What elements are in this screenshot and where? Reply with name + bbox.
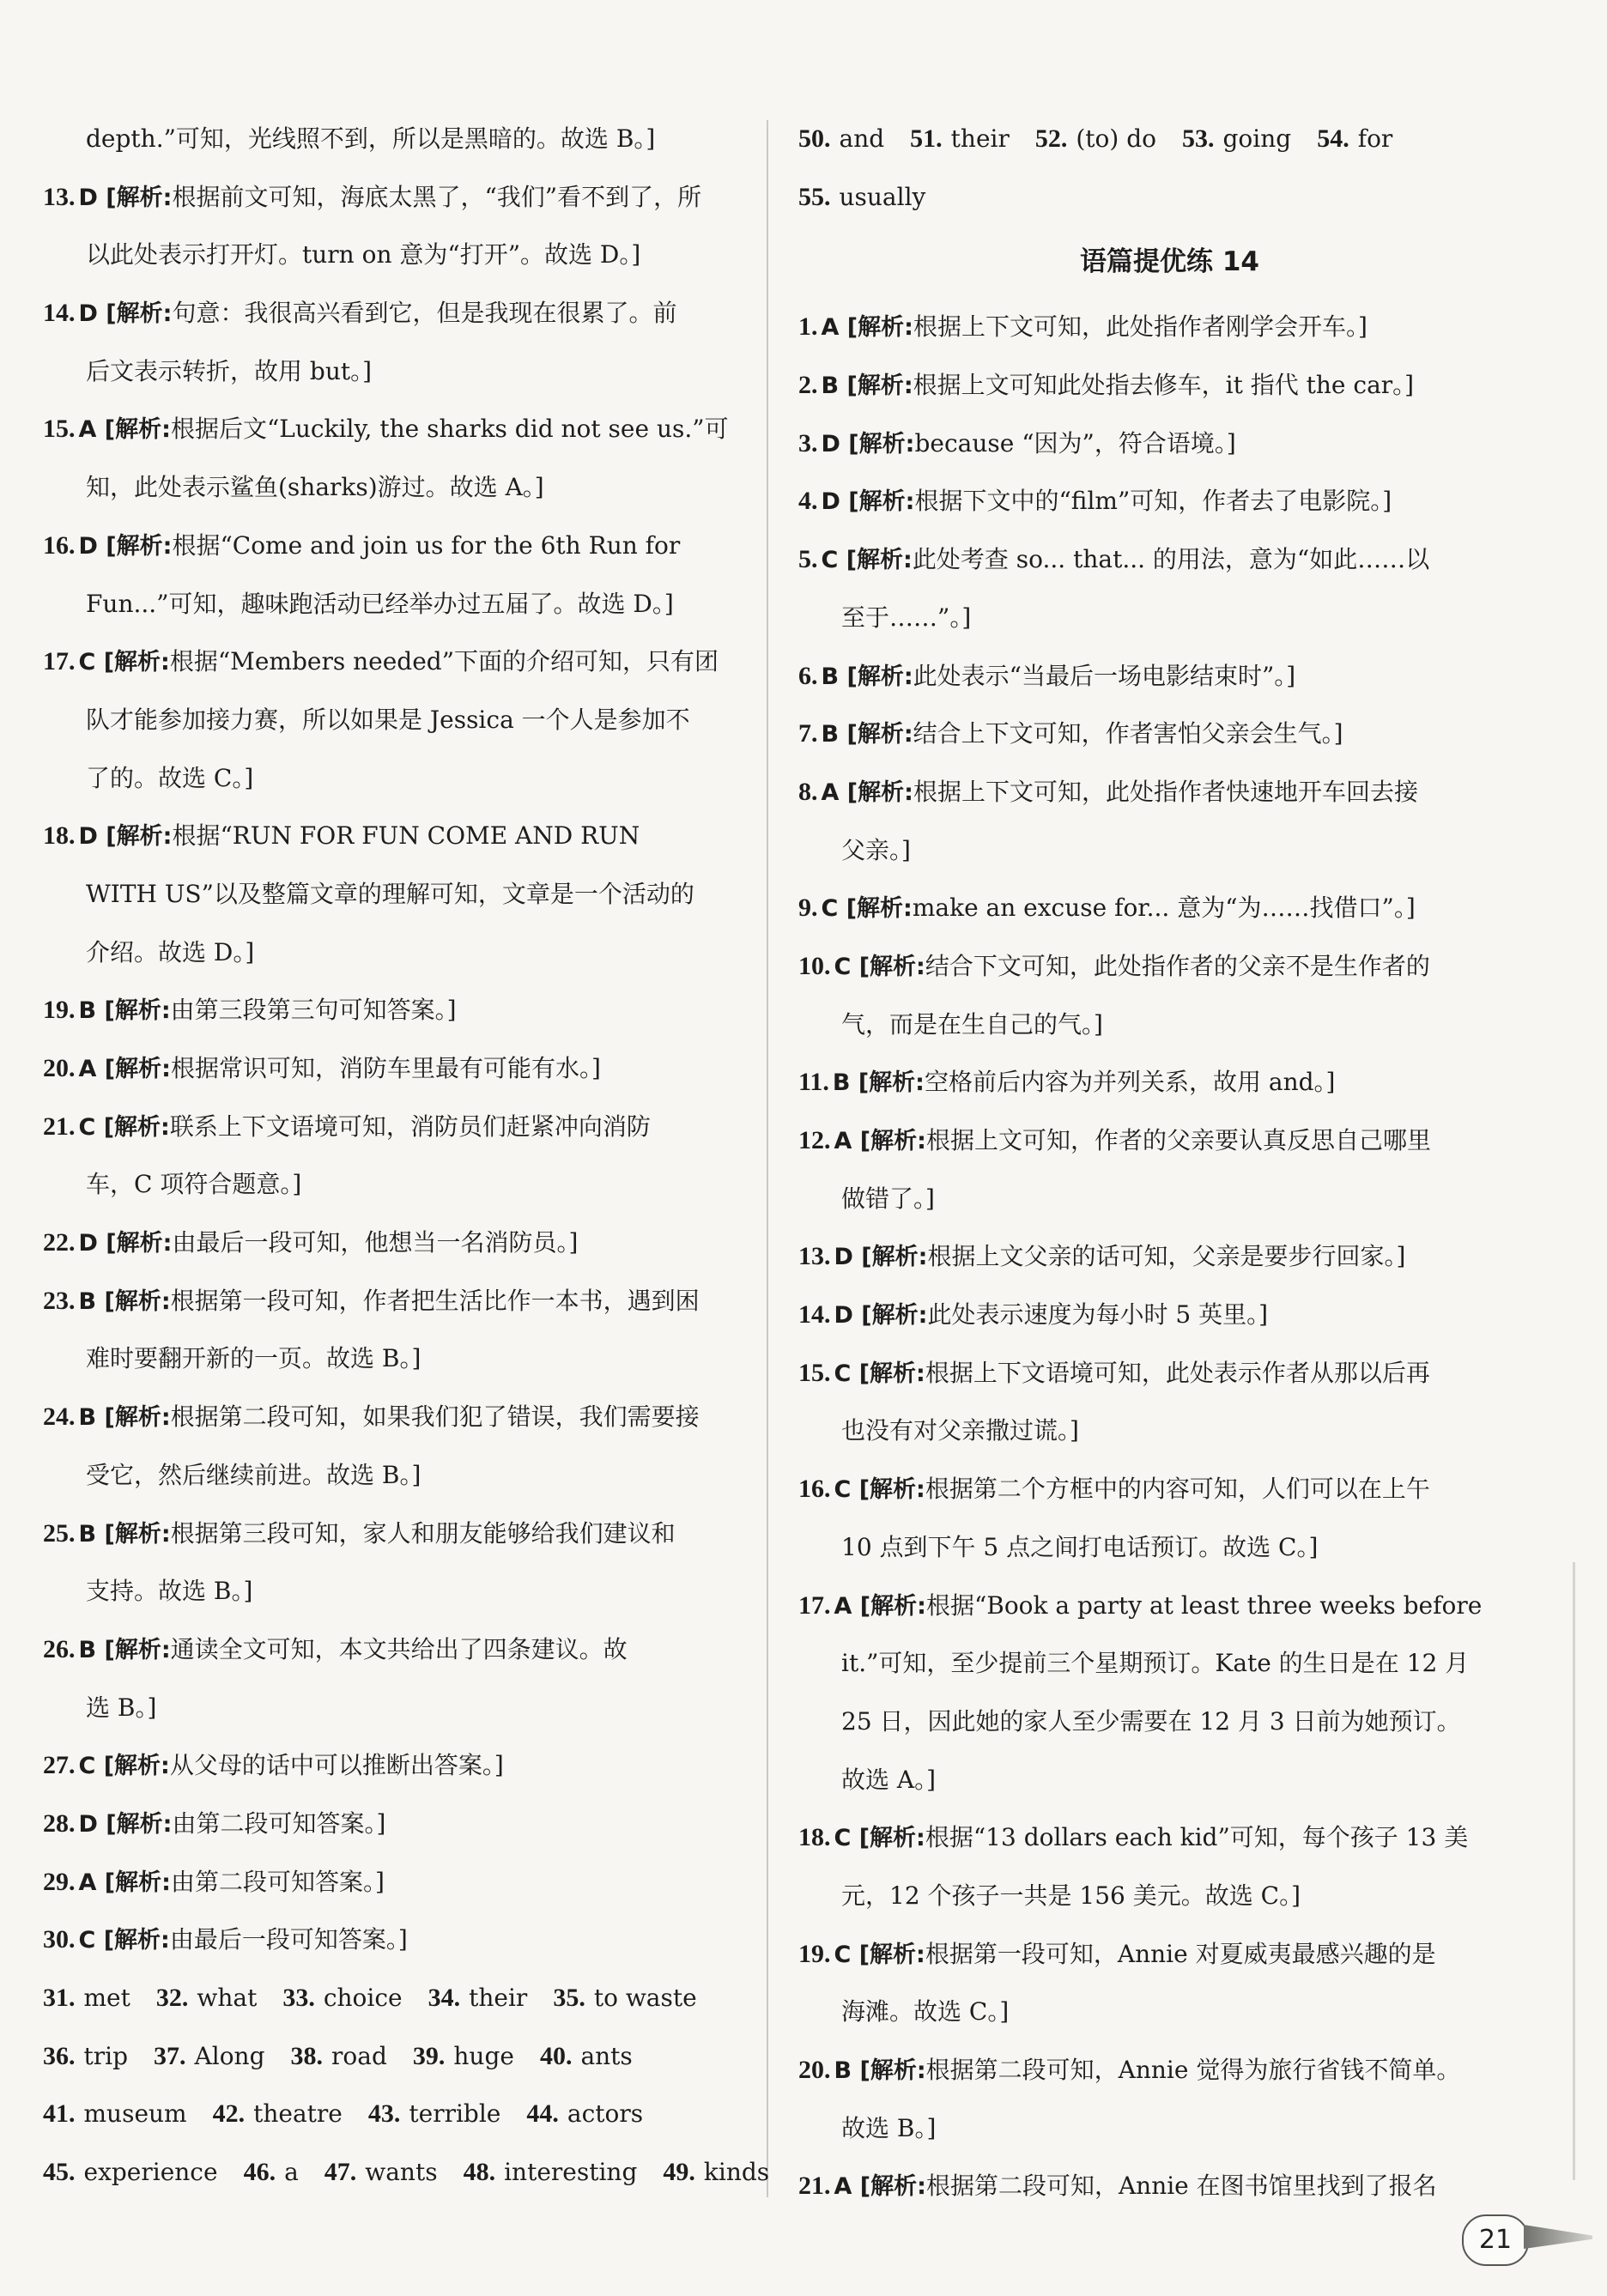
answer-word: museum bbox=[83, 2099, 187, 2129]
fill-in-answer bbox=[540, 2027, 633, 2086]
answer-continuation-line bbox=[798, 589, 1498, 647]
fill-in-answer bbox=[1182, 110, 1291, 168]
explanation-text: 由第二段可知答案。] bbox=[170, 1867, 385, 1896]
explanation-text: 队才能参加接力赛，所以如果是 Jessica 一个人是参加不 bbox=[86, 705, 690, 734]
explanation-text: 根据第二段可知，如果我们犯了错误，我们需要接 bbox=[170, 1402, 700, 1432]
answer-line bbox=[43, 517, 738, 575]
answer-key-label: D [解析: bbox=[78, 1230, 173, 1257]
question-number: 49. bbox=[663, 2158, 695, 2187]
question-number: 45. bbox=[43, 2158, 76, 2187]
answer-key-label: D [解析: bbox=[821, 430, 915, 457]
answer-word: road bbox=[331, 2041, 387, 2070]
question-number: 15. bbox=[798, 1358, 831, 1387]
answer-line bbox=[43, 168, 738, 227]
explanation-text: because “因为”，符合语境。] bbox=[914, 428, 1236, 457]
explanation-text: 根据第二段可知，Annie 在图书馆里找到了报名 bbox=[925, 2172, 1437, 2201]
answer-key-label: D [解析: bbox=[78, 532, 173, 560]
answer-key-label: B [解析: bbox=[834, 2057, 926, 2084]
answer-key-label: B [解析: bbox=[78, 1520, 171, 1548]
answer-word: experience bbox=[83, 2158, 218, 2187]
explanation-text: 故选 B。] bbox=[841, 2113, 937, 2142]
answer-word: what bbox=[197, 1984, 258, 2012]
answer-continuation-line bbox=[43, 1679, 738, 1737]
fill-in-answer bbox=[464, 2143, 638, 2202]
answer-key-label: A [解析: bbox=[78, 1056, 171, 1082]
answer-continuation-line bbox=[43, 342, 738, 401]
answer-continuation-line bbox=[798, 1983, 1498, 2041]
explanation-text: 做错了。] bbox=[841, 1184, 935, 1213]
question-number: 20. bbox=[798, 2056, 831, 2084]
answer-key-label: B [解析: bbox=[821, 373, 913, 400]
answer-line bbox=[798, 1053, 1498, 1112]
answer-line bbox=[43, 1505, 738, 1563]
answer-key-label: B [解析: bbox=[78, 997, 171, 1025]
answer-word: kinds bbox=[703, 2158, 770, 2187]
answer-key-label: C [解析: bbox=[834, 953, 925, 980]
explanation-text: 联系上下文语境可知，消防员们赶紧冲向消防 bbox=[169, 1112, 651, 1141]
answer-word: usually bbox=[839, 182, 926, 211]
question-number: 37. bbox=[154, 2041, 186, 2070]
question-number: 41. bbox=[43, 2099, 76, 2129]
answer-key-label: A [解析: bbox=[78, 416, 171, 444]
answer-line bbox=[43, 633, 738, 691]
question-number: 34. bbox=[428, 1984, 461, 2012]
answer-key-label: A [解析: bbox=[821, 778, 913, 806]
question-number: 6. bbox=[798, 661, 818, 690]
answer-key-label: B [解析: bbox=[821, 663, 913, 690]
fill-in-answer-row bbox=[43, 2143, 770, 2202]
question-number: 54. bbox=[1317, 124, 1349, 153]
fill-in-answer bbox=[663, 2143, 769, 2202]
answer-line bbox=[798, 647, 1498, 706]
question-number: 10. bbox=[798, 951, 831, 980]
explanation-text: 根据后文“Luckily, the sharks did not see us.”可 bbox=[170, 415, 729, 444]
question-number: 44. bbox=[526, 2099, 559, 2129]
answer-word: huge bbox=[453, 2041, 514, 2070]
section-title: 语篇提优练 14 bbox=[1080, 246, 1259, 278]
answer-line bbox=[798, 937, 1498, 996]
answer-key-label: C [解析: bbox=[78, 649, 170, 676]
explanation-text: 故选 A。] bbox=[841, 1765, 937, 1794]
explanation-text: 根据“Come and join us for the 6th Run for bbox=[172, 530, 681, 560]
answer-line bbox=[798, 1227, 1498, 1286]
explanation-text: 受它，然后继续前进。故选 B。] bbox=[86, 1460, 421, 1489]
question-number: 12. bbox=[798, 1126, 831, 1154]
fill-in-answer bbox=[324, 2143, 438, 2202]
question-number: 13. bbox=[798, 1242, 831, 1271]
explanation-text: depth.”可知，光线照不到，所以是黑暗的。故选 B。] bbox=[86, 124, 656, 153]
question-number: 53. bbox=[1182, 124, 1215, 153]
answer-line bbox=[43, 1911, 738, 1969]
answer-continuation-line bbox=[798, 996, 1498, 1054]
fill-in-answer bbox=[1035, 110, 1156, 168]
answer-word: and bbox=[839, 124, 885, 153]
fill-in-answer bbox=[553, 1969, 696, 2027]
answer-continuation-line bbox=[43, 691, 738, 749]
answer-continuation-line bbox=[798, 821, 1498, 880]
answer-line bbox=[43, 1214, 738, 1272]
question-number: 22. bbox=[43, 1228, 76, 1257]
answer-continuation-line bbox=[798, 1402, 1498, 1460]
question-number: 8. bbox=[798, 777, 818, 806]
right-column bbox=[798, 110, 1498, 2215]
answer-word: Along bbox=[194, 2041, 265, 2070]
question-number: 30. bbox=[43, 1925, 76, 1954]
question-number: 3. bbox=[798, 428, 818, 457]
fill-in-answer bbox=[368, 2085, 501, 2143]
answer-key-label: A [解析: bbox=[821, 314, 913, 342]
question-number: 14. bbox=[798, 1300, 831, 1330]
fill-in-answer bbox=[291, 2027, 387, 2086]
answer-line bbox=[798, 530, 1498, 589]
answer-line bbox=[798, 1925, 1498, 1984]
answer-key-label: D [解析: bbox=[834, 1302, 928, 1330]
explanation-text: 选 B。] bbox=[86, 1693, 157, 1722]
explanation-text: 根据第一段可知，作者把生活比作一本书，遇到困 bbox=[170, 1286, 700, 1315]
explanation-text: 此处考查 so... that... 的用法，意为“如此……以 bbox=[912, 545, 1430, 574]
answer-word: a bbox=[284, 2158, 299, 2187]
fill-in-answer bbox=[526, 2085, 643, 2143]
answer-word: ants bbox=[580, 2041, 633, 2070]
explanation-text: 难时要翻开新的一页。故选 B。] bbox=[86, 1344, 421, 1373]
explanation-text: 根据第一段可知，Annie 对夏威夷最感兴趣的是 bbox=[925, 1939, 1436, 1968]
answer-key-label: A [解析: bbox=[78, 1869, 171, 1896]
answer-word: their bbox=[469, 1984, 528, 2012]
answer-key-label: C [解析: bbox=[834, 1941, 925, 1968]
explanation-text: 根据“13 dollars each kid”可知，每个孩子 13 美 bbox=[925, 1823, 1469, 1852]
answer-line bbox=[798, 356, 1498, 415]
page-number-tab bbox=[1524, 2225, 1592, 2249]
answer-word: interesting bbox=[504, 2158, 638, 2187]
question-number: 38. bbox=[290, 2041, 324, 2070]
answer-continuation-line bbox=[798, 1634, 1498, 1693]
question-number: 42. bbox=[212, 2099, 246, 2129]
answer-continuation-line bbox=[43, 1155, 738, 1214]
fill-in-answer bbox=[428, 1969, 528, 2027]
answer-line bbox=[798, 1577, 1498, 1635]
fill-in-answer bbox=[798, 110, 884, 168]
answer-line bbox=[798, 1460, 1498, 1518]
answer-continuation-line bbox=[798, 1518, 1498, 1577]
answer-line bbox=[43, 1853, 738, 1911]
explanation-text: 知，此处表示鲨鱼(sharks)游过。故选 A。] bbox=[86, 473, 544, 502]
answer-continuation-line bbox=[798, 1693, 1498, 1751]
answer-word: choice bbox=[323, 1984, 403, 2012]
answer-word: to waste bbox=[593, 1984, 697, 2012]
question-number: 23. bbox=[43, 1286, 76, 1315]
answer-line bbox=[798, 1808, 1498, 1867]
fill-in-answer bbox=[156, 1969, 257, 2027]
answer-continuation-line bbox=[43, 865, 738, 924]
fill-in-answer-row bbox=[43, 1969, 738, 2027]
explanation-text: 此处表示“当最后一场电影结束时”。] bbox=[913, 661, 1296, 690]
answer-key-label: B [解析: bbox=[78, 1636, 171, 1663]
answer-word: theatre bbox=[253, 2099, 343, 2129]
question-number: 52. bbox=[1034, 124, 1068, 153]
explanation-text: 结合下文可知，此处指作者的父亲不是生作者的 bbox=[925, 951, 1430, 980]
fill-in-answer bbox=[798, 168, 925, 227]
question-number: 46. bbox=[243, 2158, 276, 2187]
explanation-text: 根据“Book a party at least three weeks before bbox=[925, 1590, 1483, 1620]
explanation-text: 由第三段第三句可知答案。] bbox=[170, 996, 457, 1025]
explanation-text: 根据前文可知，海底太黑了，“我们”看不到了，所 bbox=[172, 182, 702, 211]
answer-line bbox=[798, 763, 1498, 821]
question-number: 13. bbox=[43, 182, 76, 211]
explanation-text: 根据常识可知，消防车里最有可能有水。] bbox=[170, 1054, 601, 1082]
question-number: 47. bbox=[324, 2158, 357, 2187]
explanation-text: 根据上下文语境可知，此处表示作者从那以后再 bbox=[925, 1358, 1430, 1387]
explanation-text: WITH US”以及整篇文章的理解可知，文章是一个活动的 bbox=[86, 879, 694, 908]
explanation-text: 从父母的话中可以推断出答案。] bbox=[169, 1751, 504, 1780]
answer-key-label: A [解析: bbox=[834, 2173, 926, 2201]
question-number: 26. bbox=[43, 1634, 76, 1663]
explanation-text: 根据“Members needed”下面的介绍可知，只有团 bbox=[169, 647, 719, 676]
page-edge-shadow bbox=[1573, 1562, 1575, 2180]
answer-line bbox=[798, 2157, 1498, 2215]
answer-line bbox=[43, 981, 738, 1039]
question-number: 14. bbox=[43, 299, 76, 328]
explanation-text: 根据下文中的“film”可知，作者去了电影院。] bbox=[914, 487, 1392, 516]
explanation-text: 根据第二段可知，Annie 觉得为旅行省钱不简单。 bbox=[925, 2056, 1461, 2084]
answer-key-label: D [解析: bbox=[78, 823, 173, 851]
answer-line bbox=[798, 879, 1498, 937]
explanation-text: 25 日，因此她的家人至少需要在 12 月 3 日前为她预订。 bbox=[841, 1706, 1461, 1736]
answer-key-label: B [解析: bbox=[821, 721, 913, 748]
answer-key-label: C [解析: bbox=[821, 547, 913, 574]
answer-word: their bbox=[950, 124, 1010, 153]
explanation-text: 由第二段可知答案。] bbox=[172, 1808, 386, 1838]
question-number: 5. bbox=[798, 545, 818, 574]
explanation-text: 根据上下文可知，此处指作者刚学会开车。] bbox=[913, 312, 1367, 342]
fill-in-answer bbox=[910, 110, 1010, 168]
answer-word: going bbox=[1222, 124, 1292, 153]
fill-in-answer bbox=[413, 2027, 514, 2086]
fill-in-answer-row bbox=[43, 2085, 738, 2143]
explanation-text: 海滩。故选 C。] bbox=[841, 1997, 1010, 2026]
question-number: 17. bbox=[43, 647, 76, 676]
explanation-text: 根据“RUN FOR FUN COME AND RUN bbox=[172, 821, 640, 851]
explanation-text: 句意：我很高兴看到它，但是我现在很累了。前 bbox=[172, 299, 677, 328]
answer-key-label: D [解析: bbox=[78, 1810, 173, 1838]
question-number: 19. bbox=[43, 996, 76, 1025]
answer-key-label: D [解析: bbox=[78, 300, 173, 328]
question-number: 15. bbox=[43, 415, 76, 444]
question-number: 19. bbox=[798, 1939, 831, 1968]
question-number: 11. bbox=[798, 1068, 829, 1097]
explanation-text: 车，C 项符合题意。] bbox=[86, 1170, 302, 1199]
answer-continuation-line bbox=[43, 226, 738, 284]
left-column bbox=[43, 110, 770, 2202]
question-number: 18. bbox=[43, 821, 76, 851]
answer-line bbox=[43, 400, 738, 458]
question-number: 40. bbox=[539, 2041, 573, 2070]
question-number: 2. bbox=[798, 371, 818, 400]
fill-in-answer bbox=[282, 1969, 402, 2027]
question-number: 33. bbox=[282, 1984, 315, 2012]
answer-key-label: B [解析: bbox=[78, 1404, 171, 1432]
explanation-text: 10 点到下午 5 点之间打电话预订。故选 C。] bbox=[841, 1532, 1319, 1561]
question-number: 50. bbox=[798, 124, 831, 153]
answer-key-label: C [解析: bbox=[834, 1360, 925, 1387]
question-number: 25. bbox=[43, 1518, 76, 1548]
page-number: 21 bbox=[1462, 2214, 1529, 2266]
answer-line bbox=[798, 705, 1498, 763]
fill-in-answer bbox=[213, 2085, 343, 2143]
answer-key-label: D [解析: bbox=[78, 184, 173, 211]
explanation-text: 至于……”。] bbox=[841, 603, 972, 632]
fill-in-answer bbox=[244, 2143, 299, 2202]
explanation-text: 父亲。] bbox=[841, 835, 911, 864]
answer-key-label: C [解析: bbox=[78, 1113, 170, 1141]
question-number: 1. bbox=[798, 312, 818, 342]
question-number: 31. bbox=[43, 1984, 76, 2012]
question-number: 16. bbox=[43, 530, 76, 560]
explanation-text: 介绍。故选 D。] bbox=[86, 937, 255, 966]
explanation-text: 通读全文可知，本文共给出了四条建议。故 bbox=[170, 1634, 628, 1663]
answer-continuation-line bbox=[798, 1751, 1498, 1809]
answer-word: terrible bbox=[409, 2099, 501, 2129]
answer-line bbox=[43, 1388, 738, 1446]
answer-continuation-line bbox=[798, 1170, 1498, 1228]
answer-line bbox=[798, 415, 1498, 473]
explanation-text: 气，而是在生自己的气。] bbox=[841, 1009, 1103, 1039]
answer-line bbox=[43, 1039, 738, 1098]
answer-continuation-line bbox=[43, 1562, 738, 1621]
question-number: 17. bbox=[798, 1590, 831, 1620]
answer-continuation-line bbox=[43, 1330, 738, 1388]
answer-line bbox=[43, 284, 738, 342]
answer-key-label: C [解析: bbox=[78, 1927, 170, 1954]
question-number: 18. bbox=[798, 1823, 831, 1852]
answer-line bbox=[43, 1621, 738, 1679]
fill-in-answer-row bbox=[43, 2027, 738, 2086]
answer-line bbox=[43, 1795, 738, 1853]
answer-line bbox=[798, 298, 1498, 356]
answer-line bbox=[798, 1112, 1498, 1170]
answer-line bbox=[798, 472, 1498, 530]
question-number: 55. bbox=[798, 182, 831, 211]
fill-in-answer bbox=[43, 1969, 130, 2027]
explanation-text: make an excuse for... 意为“为……找借口”。] bbox=[912, 894, 1416, 923]
answer-word: met bbox=[83, 1984, 130, 2012]
fill-in-answer bbox=[43, 2143, 218, 2202]
question-number: 20. bbox=[43, 1054, 76, 1082]
question-number: 35. bbox=[553, 1984, 585, 2012]
fill-in-answer bbox=[43, 2085, 187, 2143]
answer-continuation-line bbox=[798, 2099, 1498, 2158]
answer-word: wants bbox=[365, 2158, 438, 2187]
explanation-text: 根据上文可知，作者的父亲要认真反思自己哪里 bbox=[925, 1126, 1431, 1154]
explanation-text: 根据第三段可知，家人和朋友能够给我们建议和 bbox=[170, 1518, 676, 1548]
answer-continuation-line bbox=[43, 110, 738, 168]
question-number: 4. bbox=[798, 487, 818, 516]
explanation-text: 根据上文可知此处指去修车，it 指代 the car。] bbox=[913, 371, 1415, 400]
answer-key-label: B [解析: bbox=[832, 1069, 925, 1097]
answer-word: actors bbox=[567, 2099, 644, 2129]
answer-continuation-line bbox=[43, 458, 738, 517]
question-number: 32. bbox=[155, 1984, 189, 2012]
answer-key-label: C [解析: bbox=[78, 1753, 170, 1780]
answer-word: for bbox=[1357, 124, 1393, 153]
answer-line bbox=[798, 1344, 1498, 1402]
question-number: 36. bbox=[43, 2041, 76, 2070]
answer-line bbox=[43, 1736, 738, 1795]
answer-word: trip bbox=[83, 2041, 129, 2070]
answer-continuation-line bbox=[43, 575, 738, 633]
explanation-text: 结合上下文可知，作者害怕父亲会生气。] bbox=[913, 719, 1343, 748]
explanation-text: 以此处表示打开灯。turn on 意为“打开”。故选 D。] bbox=[86, 240, 641, 270]
answer-continuation-line bbox=[798, 1867, 1498, 1925]
explanation-text: 也没有对父亲撒过谎。] bbox=[841, 1416, 1079, 1445]
explanation-text: 由最后一段可知，他想当一名消防员。] bbox=[172, 1228, 579, 1257]
explanation-text: 元，12 个孩子一共是 156 美元。故选 C。] bbox=[841, 1881, 1301, 1910]
explanation-text: 此处表示速度为每小时 5 英里。] bbox=[927, 1300, 1268, 1330]
answer-key-label: C [解析: bbox=[834, 1476, 925, 1504]
answer-line bbox=[43, 1098, 738, 1156]
explanation-text: it.”可知，至少提前三个星期预订。Kate 的生日是在 12 月 bbox=[841, 1649, 1470, 1678]
question-number: 9. bbox=[798, 894, 818, 923]
answer-key-label: C [解析: bbox=[834, 1825, 925, 1852]
answer-key-label: A [解析: bbox=[834, 1592, 926, 1620]
question-number: 21. bbox=[798, 2172, 831, 2201]
explanation-text: 后文表示转折，故用 but。] bbox=[86, 356, 373, 385]
answer-continuation-line bbox=[43, 1446, 738, 1505]
question-number: 51. bbox=[910, 124, 943, 153]
answer-line bbox=[43, 1272, 738, 1330]
explanation-text: 空格前后内容为并列关系，故用 and。] bbox=[924, 1068, 1336, 1097]
fill-in-answer-row bbox=[798, 110, 1498, 168]
question-number: 27. bbox=[43, 1751, 76, 1780]
answer-word: (to) do bbox=[1076, 124, 1156, 153]
question-number: 24. bbox=[43, 1402, 76, 1432]
explanation-text: Fun...”可知，趣味跑活动已经举办过五届了。故选 D。] bbox=[86, 589, 674, 618]
answer-key-label: B [解析: bbox=[78, 1287, 171, 1315]
fill-in-answer bbox=[1317, 110, 1392, 168]
question-number: 29. bbox=[43, 1867, 76, 1896]
question-number: 28. bbox=[43, 1808, 76, 1838]
answer-continuation-line bbox=[43, 749, 738, 808]
answer-continuation-line bbox=[43, 924, 738, 982]
question-number: 16. bbox=[798, 1475, 831, 1504]
answer-key-label: A [解析: bbox=[834, 1128, 926, 1154]
question-number: 7. bbox=[798, 719, 818, 748]
explanation-text: 了的。故选 C。] bbox=[86, 763, 254, 792]
question-number: 43. bbox=[367, 2099, 401, 2129]
question-number: 39. bbox=[412, 2041, 446, 2070]
answer-line bbox=[798, 2041, 1498, 2099]
answer-line bbox=[43, 807, 738, 865]
column-divider bbox=[767, 120, 768, 2197]
explanation-text: 根据上下文可知，此处指作者快速地开车回去接 bbox=[913, 777, 1418, 806]
answer-key-label: D [解析: bbox=[834, 1244, 928, 1271]
answer-line bbox=[798, 1286, 1498, 1344]
fill-in-answer bbox=[43, 2027, 128, 2086]
explanation-text: 支持。故选 B。] bbox=[86, 1577, 253, 1606]
question-number: 21. bbox=[43, 1112, 76, 1141]
explanation-text: 根据第二个方框中的内容可知，人们可以在上午 bbox=[925, 1475, 1430, 1504]
answer-key-label: D [解析: bbox=[821, 488, 915, 516]
explanation-text: 根据上文父亲的话可知，父亲是要步行回家。] bbox=[927, 1242, 1406, 1271]
answer-key-label: C [解析: bbox=[821, 895, 913, 923]
fill-in-answer-row bbox=[798, 168, 1498, 227]
explanation-text: 由最后一段可知答案。] bbox=[169, 1925, 408, 1954]
question-number: 48. bbox=[463, 2158, 496, 2187]
fill-in-answer bbox=[154, 2027, 265, 2086]
